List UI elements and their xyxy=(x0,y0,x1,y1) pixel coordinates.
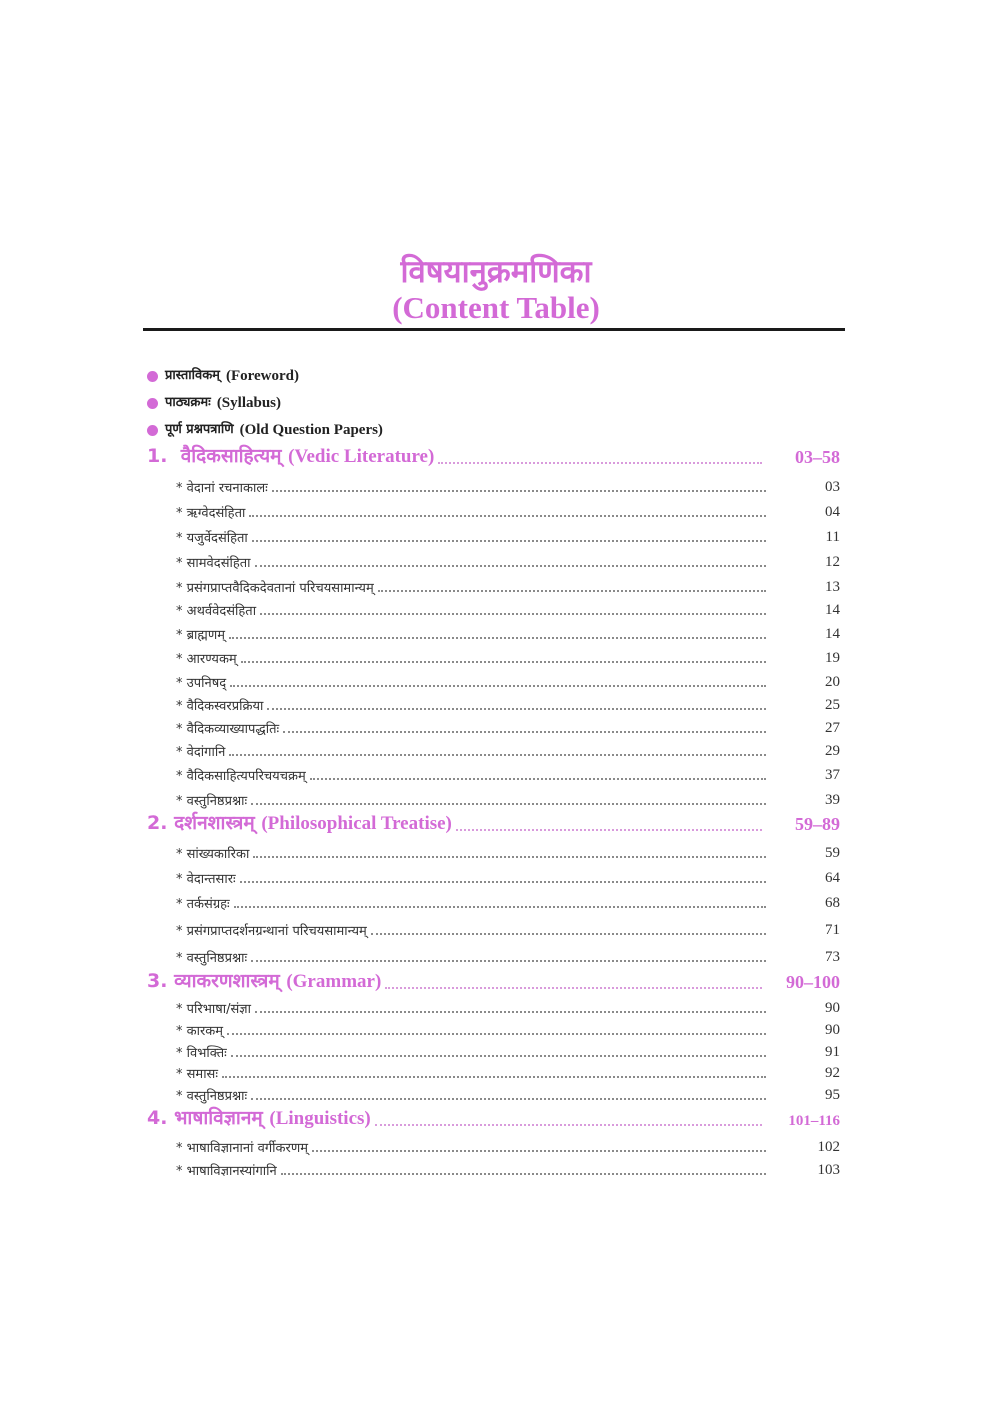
item-label: * वैदिकव्याख्यापद्धतिः xyxy=(176,722,280,737)
prelim-hindi: प्रास्ताविकम् xyxy=(165,368,220,383)
toc-item xyxy=(176,1134,840,1156)
item-label: * भाषाविज्ञानानां वर्गीकरणम् xyxy=(176,1141,308,1156)
prelim-syllabus xyxy=(147,393,281,413)
leader-dots xyxy=(234,905,766,908)
chapter-number: 3. xyxy=(147,970,168,992)
chapter-1-heading xyxy=(147,446,840,468)
item-label: * वैदिकस्वरप्रक्रिया xyxy=(176,699,264,714)
toc-item xyxy=(176,917,840,939)
toc-item xyxy=(176,474,840,496)
leader-dots xyxy=(229,636,766,639)
chapter-pages: 90–100 xyxy=(786,972,840,992)
item-page: 68 xyxy=(825,895,840,911)
leader-dots xyxy=(456,828,762,831)
item-label: * ऋग्वेदसंहिता xyxy=(176,506,246,521)
toc-item xyxy=(176,715,840,737)
item-page: 90 xyxy=(825,1022,840,1038)
toc-item xyxy=(176,549,840,571)
item-page: 27 xyxy=(825,720,840,736)
item-page: 11 xyxy=(825,529,840,545)
toc-item xyxy=(176,995,840,1017)
chapter-pages: 101–116 xyxy=(788,1113,840,1129)
item-label: * वेदांगानि xyxy=(176,745,226,760)
item-label: * आरण्यकम् xyxy=(176,652,237,667)
prelim-foreword xyxy=(147,366,299,386)
leader-dots xyxy=(241,660,766,663)
item-page: 37 xyxy=(825,767,840,783)
leader-dots xyxy=(253,855,766,858)
leader-dots xyxy=(240,880,766,883)
leader-dots xyxy=(260,612,766,615)
toc-item xyxy=(176,738,840,760)
chapter-english: (Philosophical Treatise) xyxy=(261,813,452,834)
toc-item xyxy=(176,1082,840,1104)
chapter-number: 2. xyxy=(147,812,168,834)
leader-dots xyxy=(251,1097,766,1100)
item-page: 04 xyxy=(825,504,840,520)
item-page: 95 xyxy=(825,1087,840,1103)
chapter-title xyxy=(147,967,381,993)
leader-dots xyxy=(378,589,766,592)
leader-dots xyxy=(312,1149,766,1152)
leader-dots xyxy=(251,802,766,805)
leader-dots xyxy=(230,684,766,687)
item-label: * प्रसंगप्राप्तदर्शनग्रन्थानां परिचयसामान्यम् xyxy=(176,924,367,939)
item-label: * वस्तुनिष्ठप्रश्नाः xyxy=(176,1089,248,1104)
prelim-hindi: पाठ्यक्रमः xyxy=(165,395,211,410)
toc-item xyxy=(176,1157,840,1179)
chapter-pages: 03–58 xyxy=(795,447,840,467)
toc-item xyxy=(176,865,840,887)
item-label: * सांख्यकारिका xyxy=(176,847,250,862)
item-page: 71 xyxy=(825,922,840,938)
item-label: * कारकम् xyxy=(176,1024,224,1039)
item-page: 20 xyxy=(825,674,840,690)
leader-dots xyxy=(371,932,766,935)
page-title-hindi: विषयानुक्रमणिका xyxy=(400,254,592,290)
item-page: 103 xyxy=(817,1162,840,1178)
page-title-english: (Content Table) xyxy=(392,290,600,325)
chapter-4-heading xyxy=(147,1108,840,1130)
leader-dots xyxy=(249,514,766,517)
leader-dots xyxy=(251,959,766,962)
toc-item xyxy=(176,1060,840,1082)
chapter-hindi: वैदिकसाहित्यम् xyxy=(180,445,282,467)
item-page: 90 xyxy=(825,1000,840,1016)
prelim-english: (Syllabus) xyxy=(216,395,282,411)
toc-item xyxy=(176,692,840,714)
leader-dots xyxy=(375,1123,762,1126)
leader-dots xyxy=(252,539,766,542)
item-label: * तर्कसंग्रहः xyxy=(176,897,230,912)
bullet-dot-icon xyxy=(147,398,158,409)
item-label: * उपनिषद् xyxy=(176,676,227,691)
chapter-number: 4. xyxy=(147,1107,168,1129)
leader-dots xyxy=(310,777,766,780)
leader-dots xyxy=(227,1032,766,1035)
item-label: * वेदान्तसारः xyxy=(176,872,236,887)
item-label: * समासः xyxy=(176,1067,218,1082)
leader-dots xyxy=(438,461,762,464)
chapter-title xyxy=(147,809,452,835)
item-label: * यजुर्वेदसंहिता xyxy=(176,531,248,546)
item-label: * परिभाषा/संज्ञा xyxy=(176,1002,251,1017)
chapter-hindi: दर्शनशास्त्रम् xyxy=(174,812,255,834)
item-label: * वेदानां रचनाकालः xyxy=(176,481,268,496)
bullet-dot-icon xyxy=(147,371,158,382)
item-page: 91 xyxy=(825,1044,840,1060)
item-label: * भाषाविज्ञानस्यांगानि xyxy=(176,1164,277,1179)
title-divider xyxy=(143,328,845,331)
item-page: 59 xyxy=(825,845,840,861)
leader-dots xyxy=(255,564,766,567)
leader-dots xyxy=(385,986,762,989)
item-label: * वैदिकसाहित्यपरिचयचक्रम् xyxy=(176,769,306,784)
leader-dots xyxy=(229,753,766,756)
item-page: 39 xyxy=(825,792,840,808)
item-page: 13 xyxy=(825,579,840,595)
leader-dots xyxy=(222,1075,766,1078)
prelim-old-papers xyxy=(147,420,383,440)
chapter-hindi: भाषाविज्ञानम् xyxy=(174,1107,263,1129)
toc-item xyxy=(176,787,840,809)
item-page: 25 xyxy=(825,697,840,713)
item-page: 03 xyxy=(825,479,840,495)
leader-dots xyxy=(231,1054,766,1057)
toc-item xyxy=(176,1039,840,1061)
item-page: 12 xyxy=(825,554,840,570)
toc-item xyxy=(176,621,840,643)
toc-item xyxy=(176,840,840,862)
toc-item xyxy=(176,597,840,619)
toc-item xyxy=(176,1017,840,1039)
toc-item xyxy=(176,669,840,691)
leader-dots xyxy=(272,489,766,492)
toc-item xyxy=(176,574,840,596)
item-label: * प्रसंगप्राप्तवैदिकदेवतानां परिचयसामान्यम् xyxy=(176,581,374,596)
prelim-hindi: पूर्ण प्रश्नपत्राणि xyxy=(165,422,234,437)
chapter-hindi: व्याकरणशास्त्रम् xyxy=(174,970,280,992)
item-label: * ब्राह्मणम् xyxy=(176,628,226,643)
item-label: * वस्तुनिष्ठप्रश्नाः xyxy=(176,794,248,809)
prelim-english: (Foreword) xyxy=(225,368,299,384)
item-page: 64 xyxy=(825,870,840,886)
toc-item xyxy=(176,944,840,966)
item-page: 73 xyxy=(825,949,840,965)
item-label: * विभक्तिः xyxy=(176,1046,227,1061)
item-page: 14 xyxy=(825,602,840,618)
item-page: 92 xyxy=(825,1065,840,1081)
chapter-english: (Grammar) xyxy=(286,971,382,992)
chapter-number: 1. xyxy=(147,445,168,467)
toc-item xyxy=(176,499,840,521)
prelim-english: (Old Question Papers) xyxy=(239,422,383,438)
chapter-english: (Vedic Literature) xyxy=(288,446,435,467)
item-page: 19 xyxy=(825,650,840,666)
leader-dots xyxy=(281,1172,766,1175)
toc-item xyxy=(176,524,840,546)
toc-item xyxy=(176,762,840,784)
chapter-2-heading xyxy=(147,813,840,835)
leader-dots xyxy=(267,707,766,710)
leader-dots xyxy=(283,730,766,733)
item-page: 29 xyxy=(825,743,840,759)
item-label: * अथर्ववेदसंहिता xyxy=(176,604,257,619)
item-label: * सामवेदसंहिता xyxy=(176,556,251,571)
item-page: 14 xyxy=(825,626,840,642)
item-page: 102 xyxy=(817,1139,840,1155)
leader-dots xyxy=(255,1010,766,1013)
chapter-title xyxy=(147,442,434,468)
chapter-title xyxy=(147,1104,371,1130)
toc-item xyxy=(176,890,840,912)
chapter-3-heading xyxy=(147,971,840,993)
bullet-dot-icon xyxy=(147,425,158,436)
toc-item xyxy=(176,645,840,667)
item-label: * वस्तुनिष्ठप्रश्नाः xyxy=(176,951,248,966)
chapter-english: (Linguistics) xyxy=(269,1108,371,1129)
chapter-pages: 59–89 xyxy=(795,814,840,834)
